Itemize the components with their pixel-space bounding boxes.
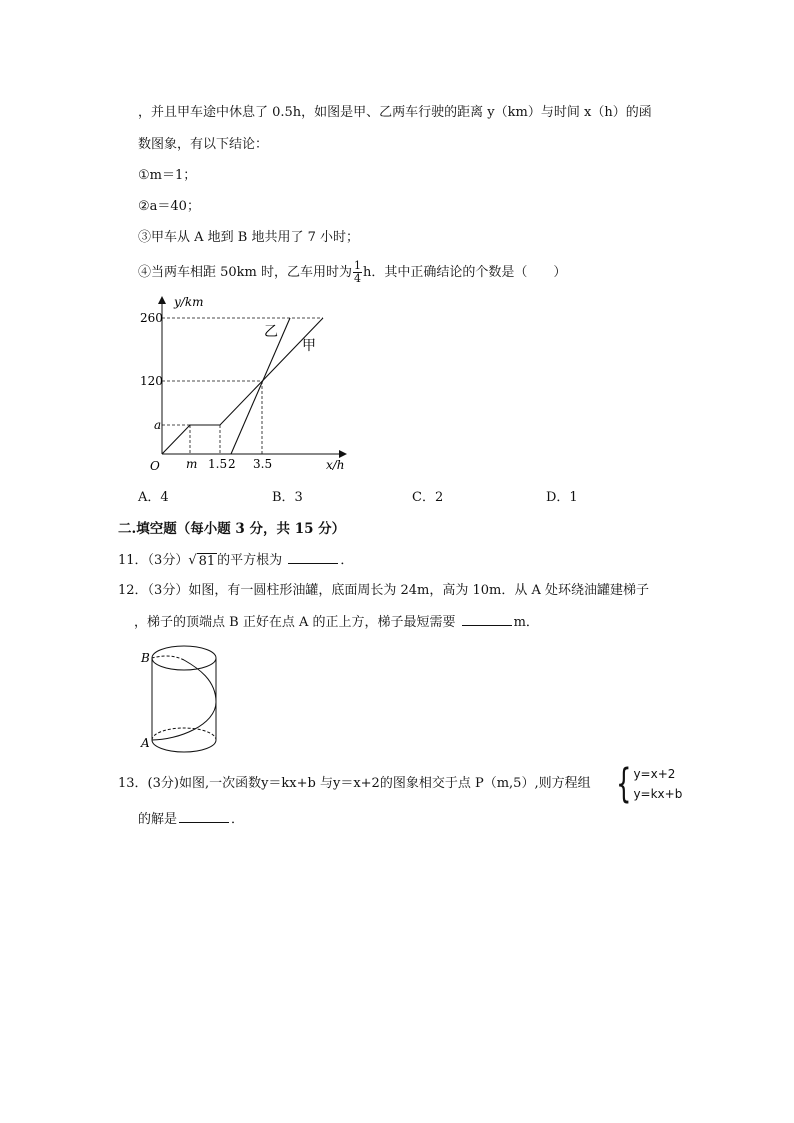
equation-system bbox=[606, 761, 683, 807]
option-b[interactable]: B．3 bbox=[272, 490, 303, 505]
equation-2: y=kx+b bbox=[633, 787, 683, 801]
answer-blank-13[interactable] bbox=[179, 810, 229, 823]
answer-blank-12[interactable] bbox=[462, 613, 512, 626]
line-yi-label: 乙 bbox=[264, 324, 278, 340]
radicand: 81 bbox=[198, 554, 216, 569]
q12-unit: m． bbox=[513, 615, 539, 630]
brace: { bbox=[616, 761, 632, 807]
sqrt-expression bbox=[188, 552, 217, 570]
q13-end: ． bbox=[231, 812, 245, 827]
x-axis-label: x/h bbox=[326, 458, 345, 472]
line-yi bbox=[231, 318, 290, 454]
origin-label: O bbox=[150, 459, 160, 473]
y-tick-120: 120 bbox=[140, 374, 163, 388]
x-tick-2: 2 bbox=[228, 457, 236, 471]
x-tick-1.5: 1.5 bbox=[208, 457, 228, 471]
point-b-label: B bbox=[141, 651, 150, 665]
line-jia-label: 甲 bbox=[302, 338, 316, 354]
conclusion-4-pre: ④当两车相距 50km 时，乙车用时为 bbox=[138, 265, 353, 280]
option-c[interactable]: C．2 bbox=[412, 490, 444, 505]
fraction bbox=[353, 260, 362, 285]
point-a-label: A bbox=[141, 736, 150, 750]
question-12-line1: 12．（3分）如图，有一圆柱形油罐，底面周长为 24m，高为 10m．从 A 处环绕油罐建梯子 bbox=[118, 583, 649, 598]
answer-blank-11[interactable] bbox=[288, 551, 338, 564]
conclusion-4-post: h．其中正确结论的个数是（ ） bbox=[363, 265, 567, 280]
q11-end: ． bbox=[340, 553, 354, 568]
option-a[interactable]: A．4 bbox=[138, 490, 169, 505]
problem10-line2: 数图象，有以下结论： bbox=[138, 137, 269, 152]
cylinder-figure bbox=[138, 640, 228, 755]
equation-1: y=x+2 bbox=[633, 767, 676, 781]
conclusion-3: ③甲车从 A 地到 B 地共用了 7 小时； bbox=[138, 230, 360, 245]
radical-sign: √ bbox=[188, 553, 197, 568]
q12-text: ，梯子的顶端点 B 正好在点 A 的正上方，梯子最短需要 bbox=[134, 615, 460, 630]
q13-text: 的解是 bbox=[138, 812, 178, 827]
fraction-numerator: 1 bbox=[354, 259, 362, 272]
option-d[interactable]: D．1 bbox=[546, 490, 578, 505]
question-13-line2 bbox=[138, 810, 244, 829]
y-tick-260: 260 bbox=[140, 311, 163, 325]
question-12-line2 bbox=[134, 613, 539, 632]
question-11 bbox=[118, 551, 353, 570]
distance-time-graph bbox=[140, 292, 360, 477]
cylinder-top bbox=[152, 646, 216, 670]
conclusion-2: ②a＝40； bbox=[138, 199, 200, 214]
fraction-denominator: 4 bbox=[354, 272, 362, 285]
ladder-back bbox=[152, 656, 184, 660]
line-jia bbox=[162, 318, 323, 454]
y-tick-a: a bbox=[154, 418, 162, 432]
cylinder-bottom-front bbox=[152, 740, 216, 752]
conclusion-4 bbox=[138, 260, 566, 285]
x-tick-m: m bbox=[186, 457, 198, 471]
guide-lines bbox=[162, 318, 323, 454]
q11-text: 的平方根为 bbox=[217, 553, 287, 568]
section-title: 二.填空题（每小题 3 分，共 15 分） bbox=[118, 521, 346, 537]
q11-prefix: 11．（3分） bbox=[118, 553, 189, 568]
y-axis-label: y/km bbox=[174, 295, 204, 309]
x-tick-3.5: 3.5 bbox=[253, 457, 273, 471]
question-13-line1: 13．(3分)如图,一次函数y＝kx+b 与y＝x+2的图象相交于点 P（m,5）,则方程组 bbox=[118, 776, 591, 791]
conclusion-1: ①m＝1； bbox=[138, 168, 197, 183]
problem10-line1: ，并且甲车途中休息了 0.5h，如图是甲、乙两车行驶的距离 y（km）与时间 x（h）的函 bbox=[138, 105, 652, 120]
